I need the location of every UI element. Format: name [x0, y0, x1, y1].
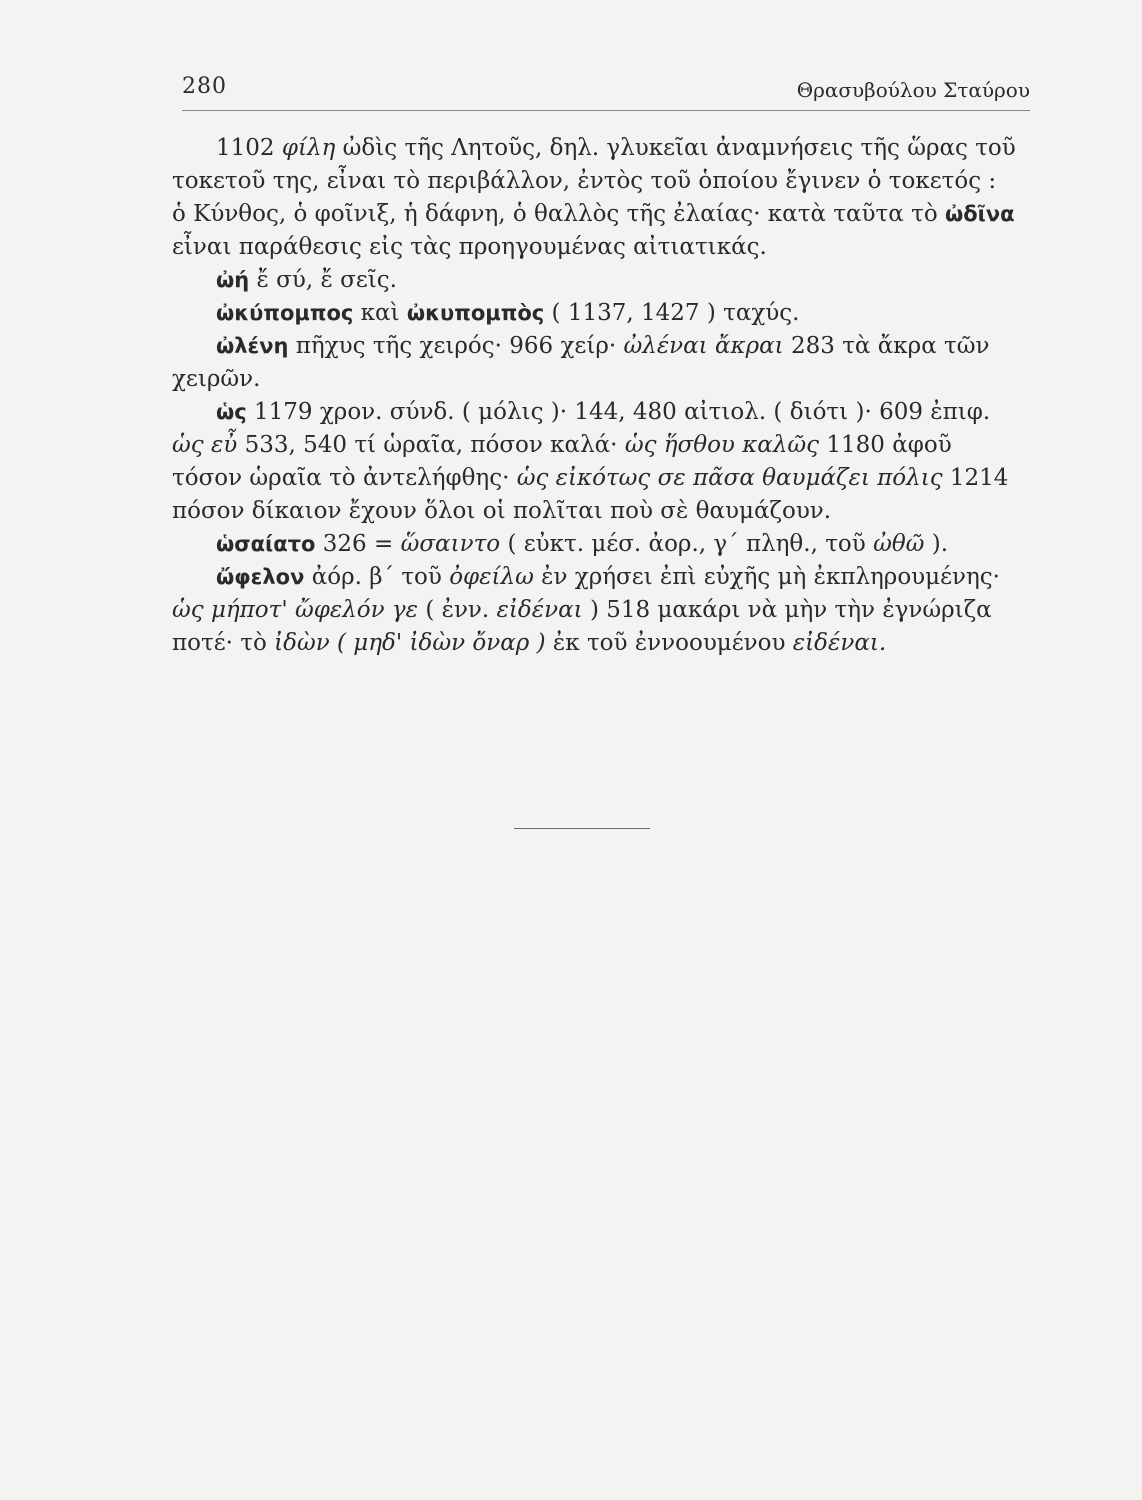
- headword: ὠή: [216, 268, 250, 292]
- italic-text: ὡς μήποτ' ὤφελόν γε: [172, 597, 419, 623]
- headword: ὡσαίατο: [216, 532, 316, 556]
- glossary-entry: [172, 297, 1042, 330]
- text-segment: ( εὐκτ. μέσ. ἀορ., γ΄ πληθ., τοῦ: [500, 531, 874, 557]
- text-segment: 283 τὰ ἄκρα τῶν: [783, 333, 990, 359]
- running-head: Θρασυβούλου Σταύρου: [796, 78, 1030, 102]
- glossary-entry: [172, 264, 1042, 297]
- end-rule: [514, 828, 650, 829]
- text-segment: καὶ: [353, 300, 407, 326]
- text-segment: 533, 540 τί ὡραῖα, πόσον καλά·: [237, 432, 625, 458]
- text-line: [172, 132, 1042, 165]
- italic-text: ὥσαιντο: [400, 531, 501, 557]
- text-segment: 1214: [942, 465, 1009, 491]
- text-segment: ποτέ· τὸ: [172, 630, 275, 656]
- page-header: [182, 66, 1030, 111]
- text-line: [172, 561, 1042, 594]
- text-segment: πόσον δίκαιον ἔχουν ὅλοι οἱ πολῖται ποὺ σὲ θαυμάζουν.: [172, 498, 832, 524]
- text-segment: ( 1137, 1427 ) ταχύς.: [544, 300, 800, 326]
- headword: ὡς: [216, 400, 247, 424]
- text-segment: ) 518 μακάρι νὰ μὴν τὴν ἐγνώριζα: [582, 597, 992, 623]
- italic-text: φίλη: [281, 135, 336, 161]
- glossary-entries: [172, 132, 1042, 660]
- italic-text: εἰδέναι: [496, 597, 583, 623]
- italic-text: ὠθῶ: [873, 531, 925, 557]
- text-line: [172, 198, 1042, 231]
- italic-text: ὠλέναι ἄκραι: [623, 333, 784, 359]
- italic-text: εἰδέναι.: [792, 630, 887, 656]
- text-line: [172, 396, 1042, 429]
- text-line: [172, 165, 1042, 198]
- text-segment: 1179 χρον. σύνδ. ( μόλις )· 144, 480 αἰτιολ. ( διότι )· 609 ἐπιφ.: [246, 399, 991, 425]
- text-segment: ( ἐνν.: [418, 597, 497, 623]
- text-line: [172, 627, 1042, 660]
- italic-text: ὀφείλω: [449, 564, 534, 590]
- text-segment: ἐν χρήσει ἐπὶ εὐχῆς μὴ ἐκπληρουμένης·: [533, 564, 1000, 590]
- text-segment: ἔ σύ, ἔ σεῖς.: [249, 267, 397, 293]
- headword: ὠκύπομπος: [216, 301, 354, 325]
- text-line: [172, 363, 1042, 396]
- text-segment: τοκετοῦ της, εἶναι τὸ περιβάλλον, ἐντὸς τοῦ ὁποίου ἔγινεν ὁ τοκετός :: [172, 168, 997, 194]
- glossary-entry: [172, 561, 1042, 660]
- text-segment: 326 =: [315, 531, 401, 557]
- headword: ὠδῖνα: [944, 202, 1015, 226]
- glossary-entry: [172, 396, 1042, 528]
- text-line: [172, 429, 1042, 462]
- text-segment: 1102: [216, 135, 282, 161]
- text-segment: ὠδὶς τῆς Λητοῦς, δηλ. γλυκεῖαι ἀναμνήσεις τῆς ὥρας τοῦ: [335, 135, 1016, 161]
- italic-text: ὡς ἥσθου καλῶς: [624, 432, 820, 458]
- text-segment: εἶναι παράθεσις εἰς τὰς προηγουμένας αἰτιατικάς.: [172, 234, 767, 260]
- text-line: [172, 231, 1042, 264]
- text-segment: χειρῶν.: [172, 366, 261, 392]
- text-segment: ὁ Κύνθος, ὁ φοῖνιξ, ἡ δάφνη, ὁ θαλλὸς τῆς ἐλαίας· κατὰ ταῦτα τὸ: [172, 201, 945, 227]
- text-line: [172, 594, 1042, 627]
- headword: ὠκυπομπὸς: [406, 301, 545, 325]
- text-line: [172, 528, 1042, 561]
- glossary-entry: [172, 330, 1042, 396]
- headword: ὠλένη: [216, 334, 289, 358]
- text-segment: ἐκ τοῦ ἐννοουμένου: [545, 630, 793, 656]
- text-line: [172, 264, 1042, 297]
- text-line: [172, 297, 1042, 330]
- text-segment: πῆχυς τῆς χειρός· 966 χείρ·: [288, 333, 624, 359]
- text-segment: τόσον ὡραῖα τὸ ἀντελήφθης·: [172, 465, 517, 491]
- text-segment: 1180 ἀφοῦ: [819, 432, 952, 458]
- italic-text: ἰδὼν ( μηδ' ἰδὼν ὄναρ ): [274, 630, 546, 656]
- text-line: [172, 495, 1042, 528]
- glossary-entry: [172, 528, 1042, 561]
- italic-text: ὡς εἰκότως σε πᾶσα θαυμάζει πόλις: [516, 465, 943, 491]
- text-line: [172, 330, 1042, 363]
- headword: ὤφελον: [216, 565, 305, 589]
- italic-text: ὡς εὖ: [172, 432, 238, 458]
- text-line: [172, 462, 1042, 495]
- page-number: 280: [182, 74, 227, 99]
- glossary-entry: [172, 132, 1042, 264]
- text-segment: ).: [924, 531, 949, 557]
- text-segment: ἀόρ. β΄ τοῦ: [304, 564, 450, 590]
